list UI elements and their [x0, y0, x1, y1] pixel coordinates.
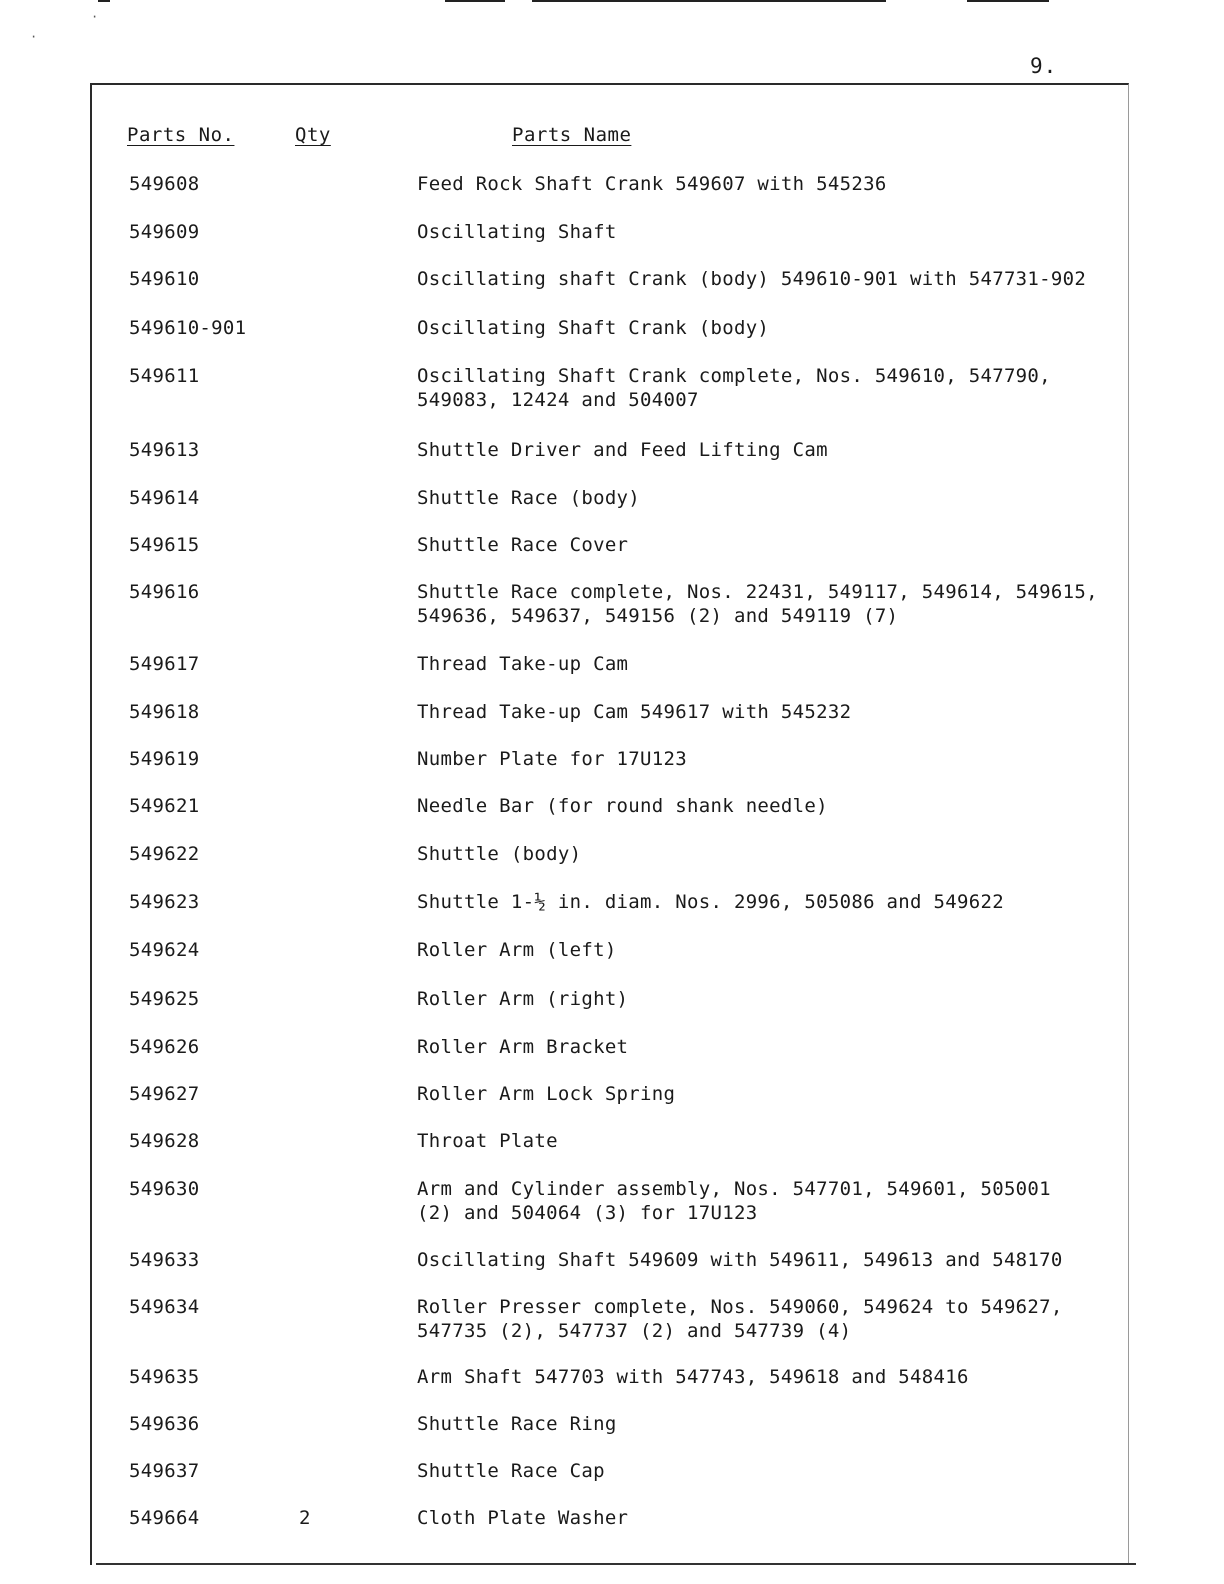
- part-name: [417, 1365, 969, 1389]
- part-number: 549621: [129, 795, 200, 817]
- part-number: 549626: [129, 1036, 200, 1058]
- part-qty: 2: [299, 1507, 311, 1529]
- part-name-line: Shuttle (body): [417, 843, 582, 865]
- part-name-line: Shuttle 1-½ in. diam. Nos. 2996, 505086 and 549622: [417, 891, 1004, 913]
- part-name-line: Thread Take-up Cam: [417, 653, 629, 675]
- part-name: [417, 1082, 675, 1106]
- part-name: [417, 1412, 617, 1436]
- part-number: 549622: [129, 843, 200, 865]
- part-number: 549628: [129, 1130, 200, 1152]
- part-name-line: Oscillating Shaft Crank complete, Nos. 549610, 547790,: [417, 365, 1051, 387]
- part-name-line: Oscillating shaft Crank (body) 549610-901 with 547731-902: [417, 268, 1087, 290]
- part-name-line: Thread Take-up Cam 549617 with 545232: [417, 701, 852, 723]
- part-number: 549618: [129, 701, 200, 723]
- top-rule-left: [98, 0, 110, 2]
- part-name: [417, 1177, 1051, 1225]
- part-number: 549627: [129, 1083, 200, 1105]
- part-name-line: Roller Presser complete, Nos. 549060, 549624 to 549627,: [417, 1296, 1063, 1318]
- part-number: 549636: [129, 1413, 200, 1435]
- part-name: [417, 1129, 558, 1153]
- part-name: [417, 1248, 1063, 1272]
- part-name-line: 549636, 549637, 549156 (2) and 549119 (7): [417, 605, 899, 627]
- part-name: [417, 747, 687, 771]
- part-name-line: Roller Arm (left): [417, 939, 617, 961]
- bottom-rule: [96, 1563, 1136, 1565]
- part-name: [417, 486, 640, 510]
- stray-mark: ·: [30, 30, 38, 44]
- part-number: 549613: [129, 439, 200, 461]
- part-number: 549616: [129, 581, 200, 603]
- part-number: 549623: [129, 891, 200, 913]
- part-name: [417, 267, 1086, 291]
- part-name-line: Shuttle Race complete, Nos. 22431, 549117, 549614, 549615,: [417, 581, 1098, 603]
- part-name: [417, 794, 828, 818]
- part-name: [417, 842, 581, 866]
- part-name: [417, 700, 851, 724]
- part-name-line: Arm Shaft 547703 with 547743, 549618 and 548416: [417, 1366, 969, 1388]
- part-name-line: Roller Arm (right): [417, 988, 629, 1010]
- header-qty: Qty: [295, 124, 331, 146]
- part-name-line: Roller Arm Bracket: [417, 1036, 629, 1058]
- part-number: 549625: [129, 988, 200, 1010]
- top-rule-a: [445, 0, 505, 2]
- top-rule-c: [967, 0, 1049, 2]
- header-parts-name: Parts Name: [512, 124, 632, 146]
- part-name-line: Number Plate for 17U123: [417, 748, 687, 770]
- part-name: [417, 220, 617, 244]
- part-name-line: Needle Bar (for round shank needle): [417, 795, 828, 817]
- part-number: 549608: [129, 173, 200, 195]
- part-name: [417, 364, 1051, 412]
- part-number: 549619: [129, 748, 200, 770]
- header-parts-no: Parts No.: [127, 124, 235, 146]
- part-name-line: Shuttle Race Ring: [417, 1413, 617, 1435]
- part-name-line: Oscillating Shaft Crank (body): [417, 317, 770, 339]
- part-number: 549630: [129, 1178, 200, 1200]
- part-name: [417, 987, 628, 1011]
- part-number: 549609: [129, 221, 200, 243]
- part-name-line: Arm and Cylinder assembly, Nos. 547701, 549601, 505001: [417, 1178, 1051, 1200]
- part-name-line: Cloth Plate Washer: [417, 1507, 629, 1529]
- part-name-line: Shuttle Race Cap: [417, 1460, 605, 1482]
- part-name: [417, 938, 617, 962]
- part-name: [417, 1506, 628, 1530]
- part-number: 549610: [129, 268, 200, 290]
- part-name: [417, 1295, 1063, 1343]
- stray-mark: ·: [91, 10, 99, 24]
- part-name: [417, 172, 887, 196]
- part-name-line: Oscillating Shaft: [417, 221, 617, 243]
- part-name: [417, 316, 769, 340]
- part-name: [417, 580, 1098, 628]
- part-name-line: Roller Arm Lock Spring: [417, 1083, 676, 1105]
- part-name-line: Shuttle Driver and Feed Lifting Cam: [417, 439, 828, 461]
- part-name: [417, 1459, 605, 1483]
- part-name-line: 549083, 12424 and 504007: [417, 389, 699, 411]
- part-number: 549617: [129, 653, 200, 675]
- top-rule-b: [532, 0, 886, 2]
- part-number: 549624: [129, 939, 200, 961]
- part-name-line: Shuttle Race (body): [417, 487, 641, 509]
- part-name: [417, 1035, 628, 1059]
- part-name-line: 547735 (2), 547737 (2) and 547739 (4): [417, 1320, 852, 1342]
- part-number: 549615: [129, 534, 200, 556]
- part-number: 549614: [129, 487, 200, 509]
- part-name-line: Throat Plate: [417, 1130, 558, 1152]
- part-name: [417, 438, 828, 462]
- part-number: 549637: [129, 1460, 200, 1482]
- part-name-line: (2) and 504064 (3) for 17U123: [417, 1202, 758, 1224]
- part-name-line: Shuttle Race Cover: [417, 534, 629, 556]
- part-number: 549634: [129, 1296, 200, 1318]
- part-name-line: Feed Rock Shaft Crank 549607 with 545236: [417, 173, 887, 195]
- part-name: [417, 890, 1004, 914]
- page-number: 9.: [1030, 54, 1058, 78]
- part-number: 549610-901: [129, 317, 247, 339]
- part-name: [417, 533, 628, 557]
- part-name: [417, 652, 628, 676]
- part-number: 549664: [129, 1507, 200, 1529]
- part-number: 549611: [129, 365, 200, 387]
- part-number: 549633: [129, 1249, 200, 1271]
- part-number: 549635: [129, 1366, 200, 1388]
- part-name-line: Oscillating Shaft 549609 with 549611, 549613 and 548170: [417, 1249, 1063, 1271]
